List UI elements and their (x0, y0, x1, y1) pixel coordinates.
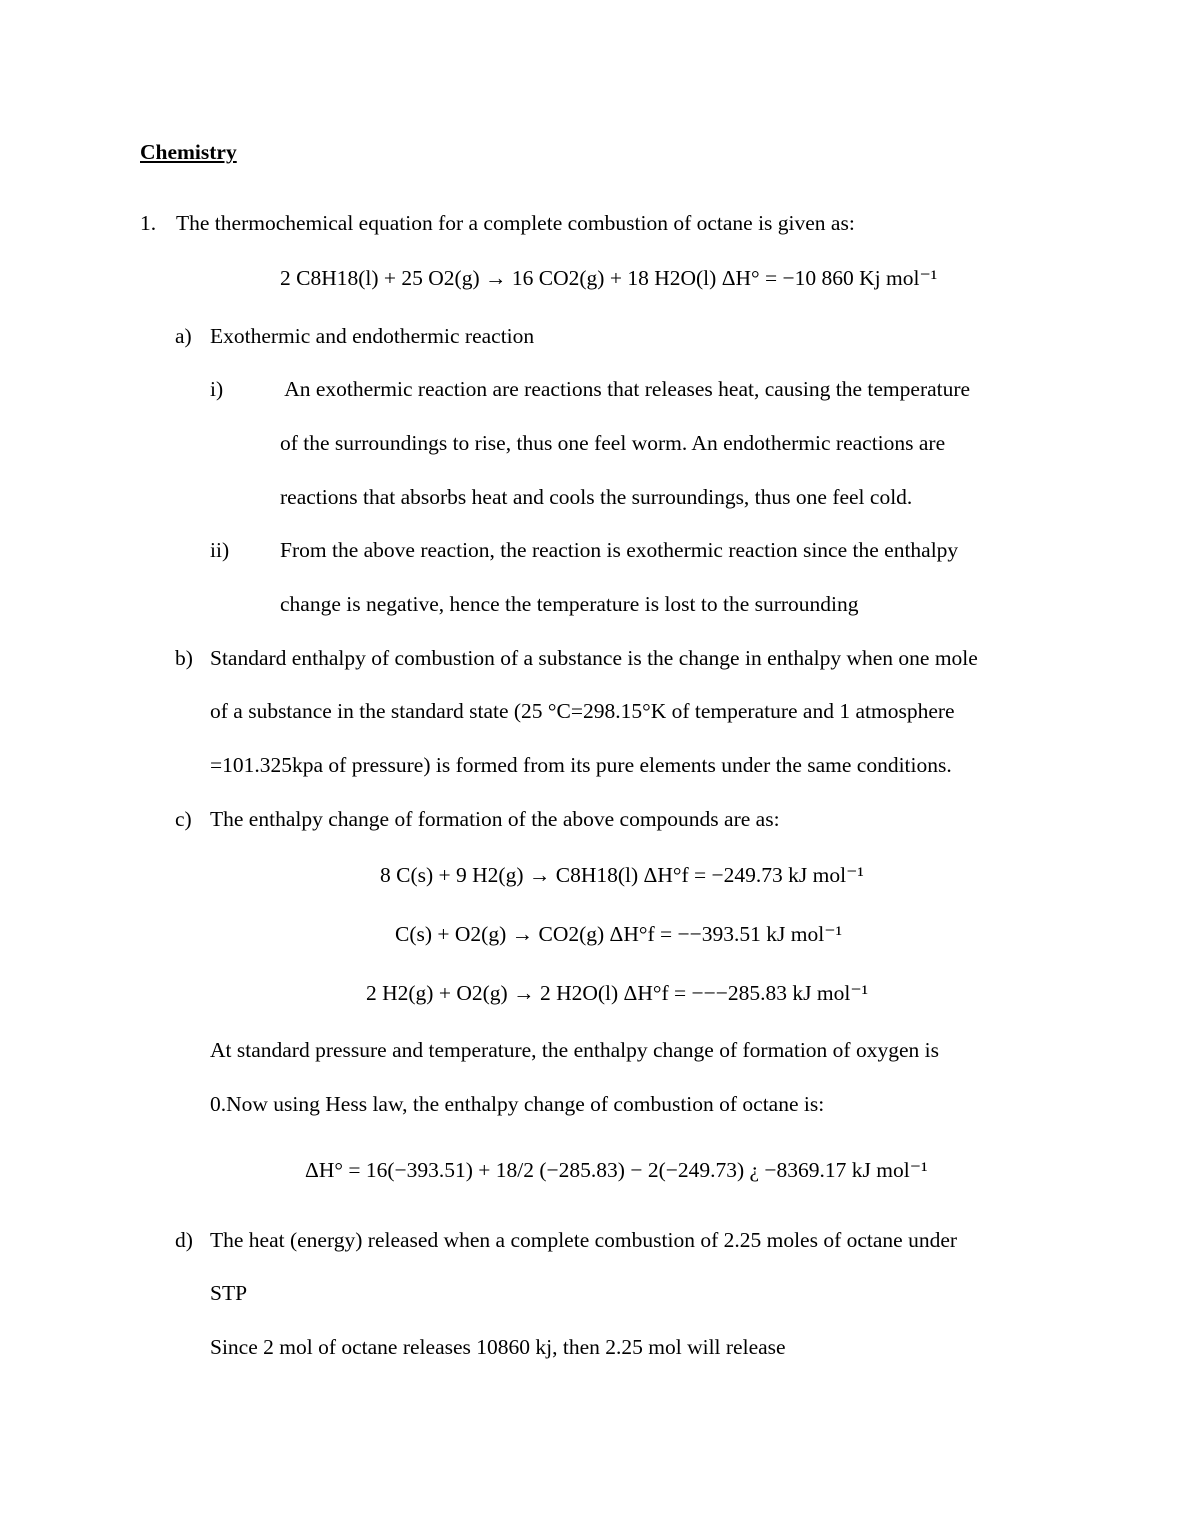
reaction-arrow: → (485, 266, 507, 290)
part-a-ii-marker: ii) (210, 538, 230, 562)
part-d-line-2: STP (210, 1281, 248, 1305)
question-intro: The thermochemical equation for a complete combustion of octane is given as: (176, 211, 855, 235)
part-d-since: Since 2 mol of octane releases 10860 kj, then 2.25 mol will release (210, 1335, 786, 1359)
part-c-text-line-2: 0.Now using Hess law, the enthalpy change of combustion of octane is: (210, 1092, 825, 1116)
part-d-marker: d) (175, 1228, 193, 1252)
part-c-marker: c) (175, 807, 192, 831)
formation-equation-co2: C(s) + O2(g) → CO2(g) ΔH°f = −−393.51 kJ mol⁻¹ (395, 922, 843, 946)
page-title: Chemistry (140, 140, 237, 164)
part-c-intro: The enthalpy change of formation of the above compounds are as: (210, 807, 780, 831)
part-b-marker: b) (175, 646, 193, 670)
part-b-line-3: =101.325kpa of pressure) is formed from its pure elements under the same conditions. (210, 753, 952, 777)
part-a-ii-line-1: From the above reaction, the reaction is exothermic reaction since the enthalpy (280, 538, 959, 562)
formation-equation-water: 2 H2(g) + O2(g) → 2 H2O(l) ΔH°f = −−−285.83 kJ mol⁻¹ (366, 981, 869, 1005)
part-a-i-line-1: An exothermic reaction are reactions that releases heat, causing the temperature (280, 377, 971, 401)
part-a-heading: Exothermic and endothermic reaction (210, 324, 535, 348)
enthalpy-value: ΔH° = −10 860 Kj mol⁻¹ (721, 266, 938, 290)
formation-equation-octane: 8 C(s) + 9 H2(g) → C8H18(l) ΔH°f = −249.73 kJ mol⁻¹ (380, 863, 864, 887)
hess-law-equation: ΔH° = 16(−393.51) + 18/2 (−285.83) − 2(−249.73) ¿ −8369.17 kJ mol⁻¹ (305, 1158, 928, 1182)
equation-lhs: 2 C8H18(l) + 25 O2(g) (280, 266, 480, 290)
part-d-line-1: The heat (energy) released when a complete combustion of 2.25 moles of octane under (210, 1228, 958, 1252)
part-b-line-2: of a substance in the standard state (25 °C=298.15°K of temperature and 1 atmosphere (210, 699, 955, 723)
equation-rhs: 16 CO2(g) + 18 H2O(l) (511, 266, 717, 290)
part-c-text-line-1: At standard pressure and temperature, the enthalpy change of formation of oxygen is (210, 1038, 939, 1062)
question-number: 1. (140, 211, 157, 235)
part-b-line-1: Standard enthalpy of combustion of a substance is the change in enthalpy when one mole (210, 646, 978, 670)
part-a-i-line-3: reactions that absorbs heat and cools the surroundings, thus one feel cold. (280, 485, 913, 509)
part-a-ii-line-2: change is negative, hence the temperature is lost to the surrounding (280, 592, 859, 616)
part-a-i-marker: i) (210, 377, 224, 401)
combustion-equation (280, 266, 937, 291)
part-a-i-line-2: of the surroundings to rise, thus one feel worm. An endothermic reactions are (280, 431, 946, 455)
part-a-marker: a) (175, 324, 192, 348)
